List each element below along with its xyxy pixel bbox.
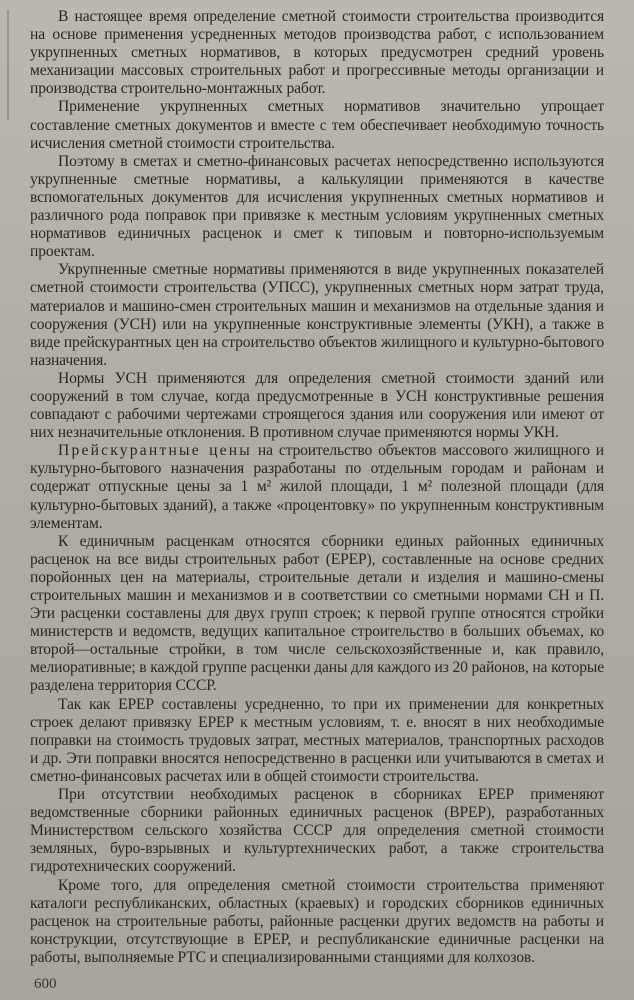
paragraph-3: Поэтому в сметах и сметно-финансовых расчетах непосредственно используются укрупненные сметные нормативы, а калькуляции применяются в качестве вспомогательных документов для исчисления укрупненных сметных нормативов и различного рода поправок при привязке к местным условиям укрупненных сметных нормативов единичных расценок и смет к типовым и повторно-используемым проектам. <box>30 152 604 261</box>
page-number: 600 <box>34 976 57 992</box>
paragraph-1: В настоящее время определение сметной стоимости строительства производится на основе применения усредненных методов производства работ, с использованием укрупненных сметных нормативов, в которых предусмотрен средний уровень механизации массовых строительных работ и прогрессивные методы организации и производства строительно-монтажных работ. <box>30 8 604 98</box>
paragraph-10: Кроме того, для определения сметной стоимости строительства применяют каталоги республиканских, областных (краевых) и городских сборников единичных расценок на строительные работы, районные расценки других ведомств на работы и конструкции, отсутствующие в ЕРЕР, и республиканские единичные расценки на работы, выполняемые РТС и специализированными станциями для колхозов. <box>30 876 604 966</box>
prices-rest: на строительство объектов массового жилищного и культурно-бытового назначения разработаны по отдельным городам и районам и содержат отпускные цены за 1 м² жилой площади, 1 м² полезной площади (для культурно-бытовых зданий), а также «процентовку» по укрупненным конструктивным элементам. <box>30 442 605 532</box>
paragraph-6 <box>30 442 604 532</box>
paragraph-5: Нормы УСН применяются для определения сметной стоимости зданий или сооружений в том случае, когда предусмотренные в УСН конструктивные решения совпадают с рабочими чертежами строящегося здания или сооружения или имеют от них незначительные отклонения. В противном случае применяются нормы УКН. <box>30 369 604 442</box>
paragraph-4: Укрупненные сметные нормативы применяются в виде укрупненных показателей сметной стоимости строительства (УПСС), укрупненных сметных норм затрат труда, материалов и машино-смен строительных машин и механизмов на отдельные здания и сооружения (УСН) или на укрупненные конструктивные элементы (УКН), а также в виде прейскурантных цен на строительство объектов жилищного и культурно-бытового назначения. <box>30 261 604 369</box>
paragraph-7: К единичным расценкам относятся сборники единых районных единичных расценок на все виды строительных работ (ЕРЕР), составленные на основе средних поройонных цен на материалы, строительные детали и изделия и машино-смены строительных машин и механизмов и в соответствии со сметными нормами СН и П. Эти расценки составлены для двух групп строек; к первой группе относятся стройки министерств и ведомств, ведущих капитальное строительство в больших объемах, ко второй—остальные стройки, в том числе сельскохозяйственные и, как правило, мелиоративные; в каждой группе расценки даны для каждого из 20 районов, на которые разделена территория СССР. <box>30 532 604 695</box>
margin-pencil-mark <box>7 10 9 120</box>
paragraph-2: Применение укрупненных сметных нормативов значительно упрощает составление сметных документов и вместе с тем обеспечивает необходимую точность исчисления сметной стоимости строительства. <box>30 98 604 152</box>
body-text <box>30 8 604 967</box>
paragraph-8: Так как ЕРЕР составлены усредненно, то при их применении для конкретных строек делают привязку ЕРЕР к местным условиям, т. е. вносят в них необходимые поправки на стоимость трудовых затрат, местных материалов, транспортных расходов и др. Эти поправки вносятся непосредственно в расценки или учитываются в сметах и сметно-финансовых расчетах или в общей стоимости строительства. <box>30 695 604 785</box>
prices-term: Прейскурантные цены <box>58 442 252 460</box>
paragraph-9: При отсутствии необходимых расценок в сборниках ЕРЕР применяют ведомственные сборники районных единичных расценок (ВРЕР), разработанных Министерством сельского хозяйства СССР для определения сметной стоимости земляных, буро-взрывных и культуртехнических работ, а также строительства гидротехнических сооружений. <box>30 786 604 876</box>
